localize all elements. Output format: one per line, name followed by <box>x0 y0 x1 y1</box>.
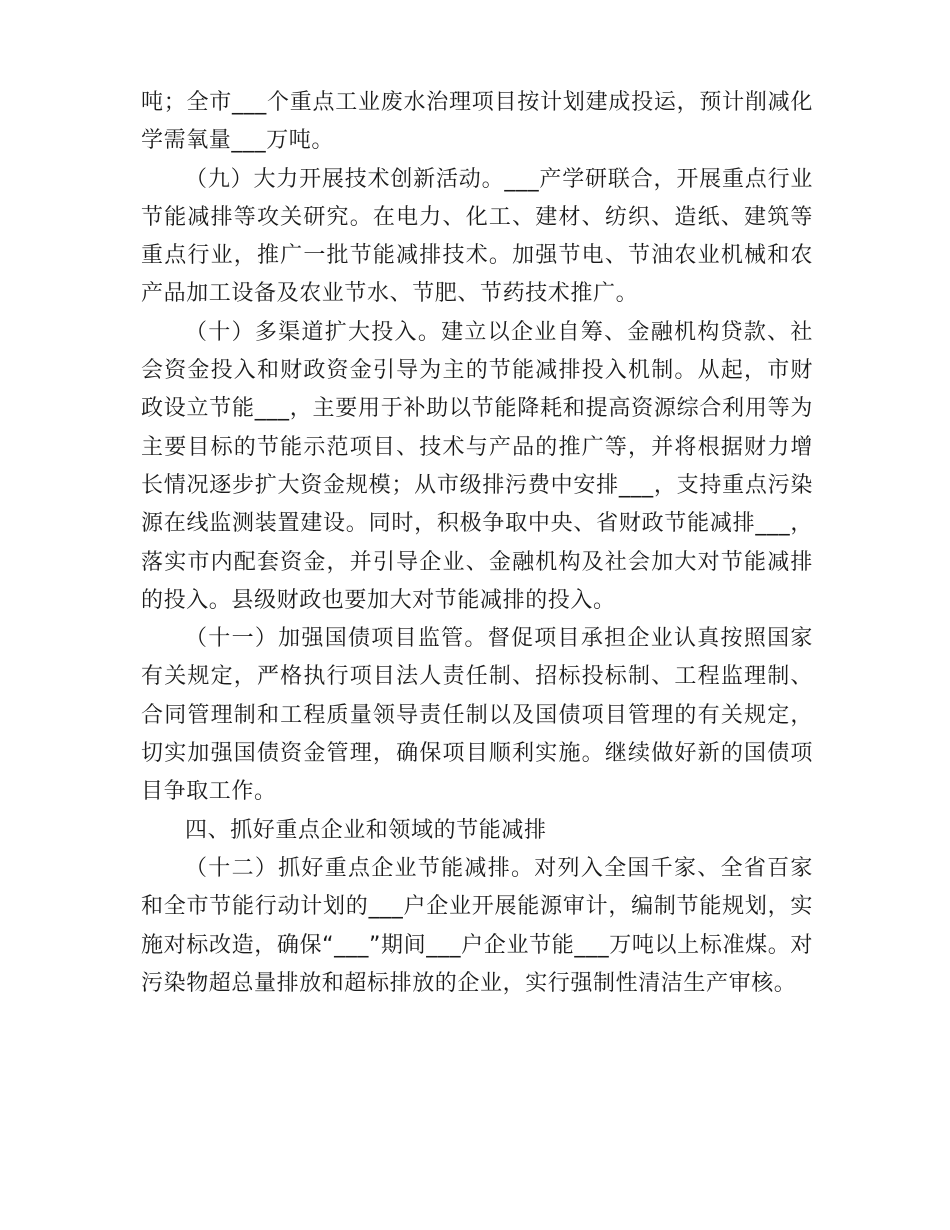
paragraph-continued: 吨；全市___个重点工业废水治理项目按计划建成投运，预计削减化学需氧量___万吨。 <box>141 90 813 154</box>
paragraph-9-tech-innovation: （九）大力开展技术创新活动。___产学研联合，开展重点行业节能减排等攻关研究。在电力、化工、建材、纺织、造纸、建筑等重点行业，推广一批节能减排技术。加强节电、节油农业机械和农产品加工设备及农业节水、节肥、节药技术推广。 <box>141 166 813 307</box>
paragraph-11-bond-supervision: （十一）加强国债项目监管。督促项目承担企业认真按照国家有关规定，严格执行项目法人责任制、招标投标制、工程监理制、合同管理制和工程质量领导责任制以及国债项目管理的有关规定，切实加强国债资金管理，确保项目顺利实施。继续做好新的国债项目争取工作。 <box>141 626 813 805</box>
paragraph-10-investment: （十）多渠道扩大投入。建立以企业自筹、金融机构贷款、社会资金投入和财政资金引导为主的节能减排投入机制。从起，市财政设立节能___，主要用于补助以节能降耗和提高资源综合利用等为主要目标的节能示范项目、技术与产品的推广等，并将根据财力增长情况逐步扩大资金规模；从市级排污费中安排___，支持重点污染源在线监测装置建设。同时，积极争取中央、省财政节能减排___，落实市内配套资金，并引导企业、金融机构及社会加大对节能减排的投入。县级财政也要加大对节能减排的投入。 <box>141 319 813 613</box>
document-body <box>141 84 813 1003</box>
paragraph-12-key-enterprises: （十二）抓好重点企业节能减排。对列入全国千家、全省百家和全市节能行动计划的___户企业开展能源审计，编制节能规划，实施对标改造，确保“___”期间___户企业节能___万吨以上标准煤。对污染物超总量排放和超标排放的企业，实行强制性清洁生产审核。 <box>141 855 813 996</box>
section-heading-4: 四、抓好重点企业和领域的节能减排 <box>185 817 547 843</box>
